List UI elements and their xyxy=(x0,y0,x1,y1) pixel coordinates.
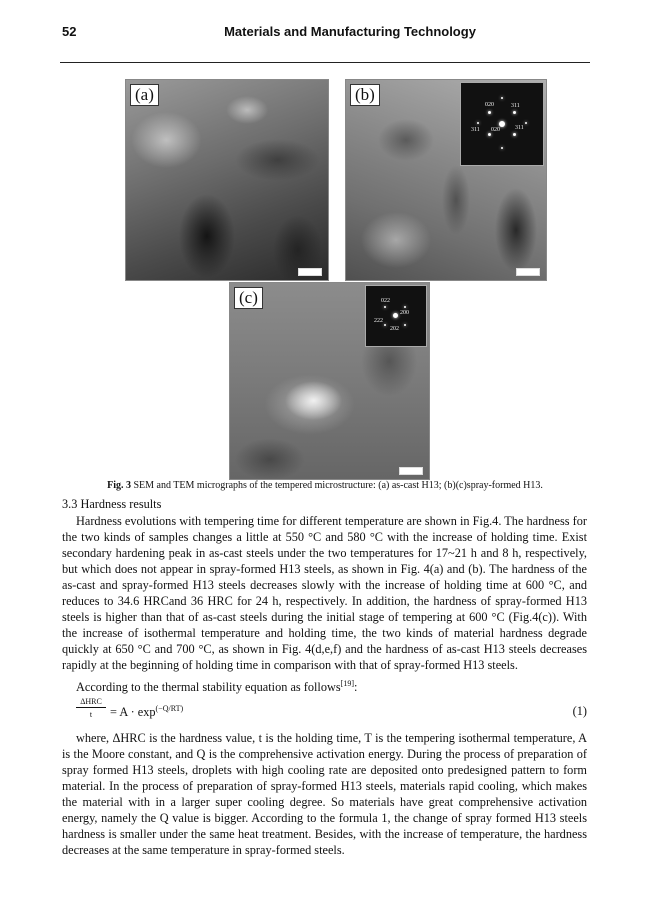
equation-exponent: (−Q/RT) xyxy=(155,704,184,713)
diffraction-spot xyxy=(404,324,406,326)
miller-index: 020 xyxy=(485,102,494,108)
figure-caption-text: SEM and TEM micrographs of the tempered microstructure: (a) as-cast H13; (b)(c)spray-formed H13. xyxy=(133,480,543,491)
diffraction-spot xyxy=(501,97,503,99)
miller-index: 222 xyxy=(374,318,383,324)
micrograph-b xyxy=(345,79,547,281)
equation-intro-colon: : xyxy=(354,680,358,695)
miller-index: 311 xyxy=(515,125,524,131)
equation-numerator: ΔHRC xyxy=(76,697,106,708)
equation-intro-text: According to the thermal stability equation as follows xyxy=(76,680,341,695)
header-rule xyxy=(60,62,590,63)
panel-label-b: (b) xyxy=(350,84,380,106)
miller-index: 202 xyxy=(390,326,399,332)
figure-caption xyxy=(0,480,650,491)
equation-rhs-text: = A · exp xyxy=(110,705,156,720)
journal-title: Materials and Manufacturing Technology xyxy=(224,24,476,39)
micrograph-c xyxy=(229,282,430,480)
diffraction-spot xyxy=(525,122,527,124)
miller-index: 311 xyxy=(511,103,520,109)
diffraction-pattern-b xyxy=(460,82,544,166)
equation-1 xyxy=(76,697,587,723)
diffraction-spot xyxy=(488,111,491,114)
diffraction-spot xyxy=(384,324,386,326)
scale-bar-c xyxy=(399,467,423,475)
paragraph-equation-intro xyxy=(62,676,587,695)
paragraph-equation-explanation: where, ΔHRC is the hardness value, t is the holding time, T is the tempering isothermal temperature, A is the Moore constant, and Q is the comprehensive activation energy. During the process of preparation of spray formed H13 steels, droplets with high cooling rate are deposited onto predesigned pattern to form material. In the process of preparation of spray-formed H13 steels, materials rapid cooling, which makes the material with in a larger super cooling degree. So materials have great comprehensive activation energy, namely the Q value is bigger. According to the formula 1, the change of spray formed H13 steels hardness is smaller under the same heat treatment. Besides, with the increase of temperature, the hardness decreases at the same temperature in spray-formed steels. xyxy=(62,731,587,857)
scale-bar-b xyxy=(516,268,540,276)
diffraction-spot xyxy=(513,111,516,114)
diffraction-pattern-c xyxy=(365,285,427,347)
equation-number: (1) xyxy=(572,704,587,718)
paragraph-hardness-results: Hardness evolutions with tempering time for different temperature are shown in Fig.4. The hardness for the two kinds of samples changes a little at 550 °C and 580 °C with the increase of holding time. Exist secondary hardening peak in as-cast steels under the two temperatures for 17~21 h and 8 h, respectively, but which does not appear in spray-formed H13 steels, as shown in Fig. 4(a) and (b). The hardness of the as-cast and spray-formed H13 steels decreases slowly with the increase of holding time at 600 °C, and reduces to 34.6 HRCand 36 HRC for 24 h, respectively. In addition, the hardness of spray-formed H13 steels is higher than that of as-cast steels during the initial stage of tempering at 600 °C (Fig.4(c)). With the increase of isothermal temperature and holding time, the two kinds of material hardness degrade quickly at 650 °C and 700 °C, as shown in Fig. 4(d,e,f) and the hardness of as-cast H13 steels decreases rapidly at the beginning of holding time in comparison with that of spray-formed H13 steels. xyxy=(62,514,587,672)
diffraction-spot xyxy=(384,306,386,308)
diffraction-spot xyxy=(393,313,398,318)
diffraction-spot xyxy=(404,306,406,308)
equation-fraction xyxy=(76,697,106,719)
diffraction-spot xyxy=(501,147,503,149)
scale-bar-a xyxy=(298,268,322,276)
citation-ref: [19] xyxy=(340,679,354,688)
diffraction-spot xyxy=(513,133,516,136)
equation-denominator: t xyxy=(89,710,93,719)
panel-label-c: (c) xyxy=(234,287,263,309)
page-number: 52 xyxy=(62,24,77,39)
panel-label-a: (a) xyxy=(130,84,159,106)
diffraction-spot xyxy=(477,122,479,124)
figure-caption-label: Fig. 3 xyxy=(107,480,131,491)
section-heading: 3.3 Hardness results xyxy=(62,497,162,511)
miller-index: 022 xyxy=(381,298,390,304)
miller-index: 200 xyxy=(400,310,409,316)
diffraction-spot xyxy=(488,133,491,136)
equation-rhs xyxy=(110,704,183,720)
miller-index: 311 xyxy=(471,127,480,133)
miller-index: 020 xyxy=(491,127,500,133)
micrograph-a xyxy=(125,79,329,281)
